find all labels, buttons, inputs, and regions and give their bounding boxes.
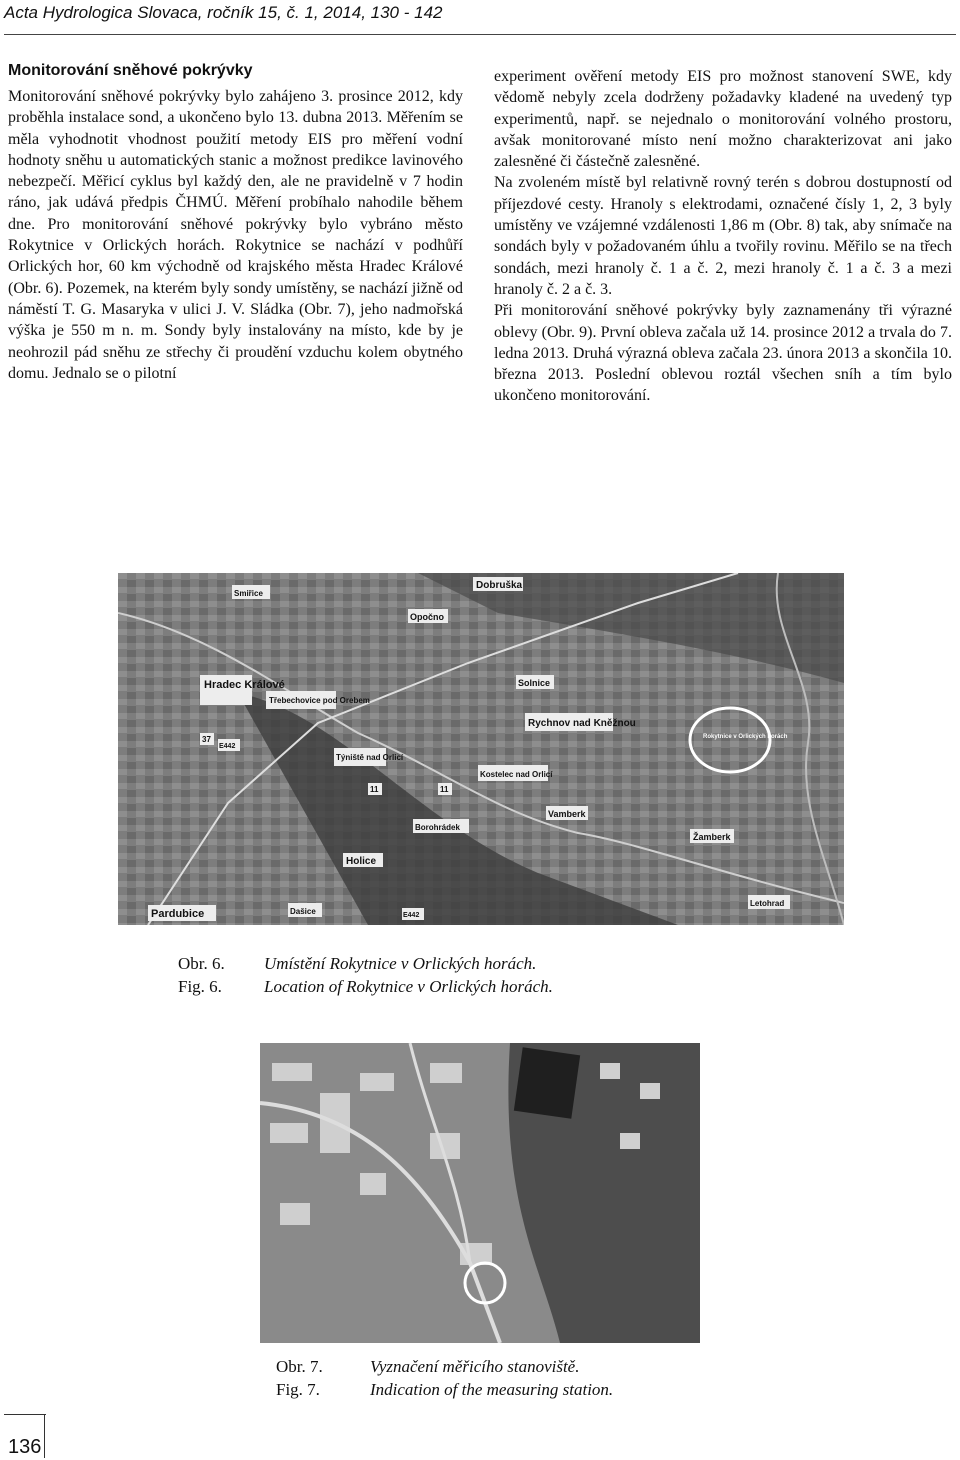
svg-text:Žamberk: Žamberk bbox=[693, 832, 731, 842]
svg-text:37: 37 bbox=[202, 735, 211, 744]
svg-text:Třebechovice pod Orebem: Třebechovice pod Orebem bbox=[269, 696, 370, 705]
svg-text:Solnice: Solnice bbox=[518, 678, 551, 688]
page-rule bbox=[4, 1414, 46, 1415]
aerial-photo bbox=[260, 1043, 700, 1343]
right-column bbox=[494, 66, 952, 407]
page-number: 136 bbox=[8, 1436, 42, 1458]
svg-text:Opočno: Opočno bbox=[410, 612, 444, 622]
map-label-smirice bbox=[232, 585, 270, 599]
paragraph: experiment ověření metody EIS pro možnost stanovení SWE, kdy vědomě nebyly zcela dodrženy požadavky kladené na uvedený typ experimentů, např. se nejednalo o monitorování volného prostoru, avšak monitorované místo není možno charakterizovat ani jako zalesněné či částečně zalesněné. bbox=[494, 68, 952, 171]
page-rule-vertical bbox=[44, 1414, 45, 1458]
map-label-dasice bbox=[288, 903, 322, 917]
figure-7-caption bbox=[276, 1355, 613, 1401]
journal-header bbox=[4, 0, 956, 35]
map-label-e442 bbox=[218, 739, 240, 751]
aerial-image bbox=[260, 1043, 700, 1343]
svg-text:Hradec Králové: Hradec Králové bbox=[204, 679, 285, 691]
svg-text:Rychnov nad Kněžnou: Rychnov nad Kněžnou bbox=[528, 718, 636, 729]
caption-label: Fig. 6. bbox=[178, 977, 222, 996]
map-label-kostelec bbox=[478, 765, 553, 781]
svg-text:E442: E442 bbox=[403, 912, 420, 919]
map-label-letohrad bbox=[748, 895, 790, 909]
svg-text:Holice: Holice bbox=[346, 856, 377, 867]
map-label-pardubice bbox=[148, 905, 216, 921]
caption-label: Obr. 6. bbox=[178, 954, 225, 973]
svg-text:Smiřice: Smiřice bbox=[234, 589, 263, 598]
map-label-r37 bbox=[200, 733, 214, 745]
svg-text:Dašice: Dašice bbox=[290, 907, 316, 916]
caption-text: Indication of the measuring station. bbox=[370, 1380, 614, 1399]
map-label-borohradek bbox=[413, 819, 469, 833]
map-label-r11b bbox=[368, 783, 382, 795]
figure-6-caption bbox=[178, 952, 553, 998]
section-heading: Monitorování sněhové pokrývky bbox=[8, 62, 253, 79]
map-label-e442b bbox=[402, 908, 424, 920]
caption-label: Obr. 7. bbox=[276, 1357, 323, 1376]
svg-text:Vamberk: Vamberk bbox=[548, 809, 586, 819]
left-column bbox=[8, 86, 463, 384]
svg-text:Letohrad: Letohrad bbox=[750, 899, 785, 908]
map-label-dobruska bbox=[473, 577, 523, 591]
svg-text:E442: E442 bbox=[219, 743, 236, 750]
svg-text:Pardubice: Pardubice bbox=[151, 908, 205, 920]
caption-text: Location of Rokytnice v Orlických horách. bbox=[264, 977, 553, 996]
svg-text:11: 11 bbox=[370, 785, 379, 794]
map-label-r11 bbox=[438, 783, 452, 795]
map-label-rokytnice bbox=[703, 734, 788, 740]
paragraph: Při monitorování sněhové pokrývky byly zaznamenány tři výrazné oblevy (Obr. 9). První obleva začala už 14. prosince 2012 a trvala do 7. ledna 2013. Druhá výrazná obleva začala 23. února 2013 a skončila 10. března 2013. Poslední oblevou roztál všechen sníh a tím bylo ukončeno monitorování. bbox=[494, 302, 952, 405]
svg-text:Týniště nad Orlicí: Týniště nad Orlicí bbox=[336, 753, 404, 762]
paragraph: Na zvoleném místě byl relativně rovný terén s dobrou dostupností od příjezdové cesty. Hranoly s elektrodami, označené čísly 1, 2, 3 byly umístěny ve vzájemné vzdálenosti 1,86 m (Obr. 8) tak, aby snímače na sondách byly v požadovaném úhlu a tvořily rovinu. Měřilo se na třech sondách, mezi hranoly č. 1 a č. 2, mezi hranoly č. 1 a č. 3 a mezi hranoly č. 2 a č. 3. bbox=[494, 174, 952, 298]
caption-text: Vyznačení měřicího stanoviště. bbox=[370, 1357, 580, 1376]
caption-label: Fig. 7. bbox=[276, 1380, 320, 1399]
svg-text:Dobruška: Dobruška bbox=[476, 580, 523, 591]
svg-text:Kostelec nad Orlicí: Kostelec nad Orlicí bbox=[480, 770, 553, 779]
map-label-opocno bbox=[408, 609, 448, 623]
svg-text:Borohrádek: Borohrádek bbox=[415, 823, 460, 832]
map-image bbox=[118, 573, 844, 925]
map-label-solnice bbox=[516, 675, 554, 689]
map-label-zamberk bbox=[690, 829, 734, 843]
caption-text: Umístění Rokytnice v Orlických horách. bbox=[264, 954, 537, 973]
map-label-holice bbox=[343, 853, 383, 867]
svg-text:11: 11 bbox=[440, 785, 449, 794]
map-label-vamberk bbox=[546, 806, 588, 820]
journal-title: Acta Hydrologica Slovaca, ročník 15, č. 1, 2014, 130 - 142 bbox=[4, 3, 443, 22]
paragraph: Monitorování sněhové pokrývky bylo zahájeno 3. prosince 2012, kdy proběhla instalace sond, a ukončeno bylo 13. dubna 2013. Měřením se měla vyhodnotit vhodnost použití metody EIS pro měření vodní hodnoty sněhu u automatických stanic a možnost predikce lavinového nebezpečí. Měřicí cyklus byl každý den, ale ne pravidelně v 7 hodin ráno, jak udává předpis ČHMÚ. Měření probíhalo nahodile během dne. Pro monitorování sněhové pokrývky bylo vybráno město Rokytnice v Orlických horách. Rokytnice se nachází v podhůří Orlických hor, 60 km východně od krajského města Hradec Králové (Obr. 6). Pozemek, na kterém byly sondy umístěny, se nachází jižně od náměstí T. G. Masaryka v ulici J. V. Sládka (Obr. 7), jeho nadmořská výška je 550 m n. m. Sondy byly instalovány na místo, kde by je neohrozil pád sněhu ze střechy či proudění vzduchu kolem obytného domu. Jednalo se o pilotní bbox=[8, 88, 463, 382]
svg-text:Rokytnice v Orlických horách: Rokytnice v Orlických horách bbox=[703, 734, 788, 740]
location-map bbox=[118, 573, 844, 925]
